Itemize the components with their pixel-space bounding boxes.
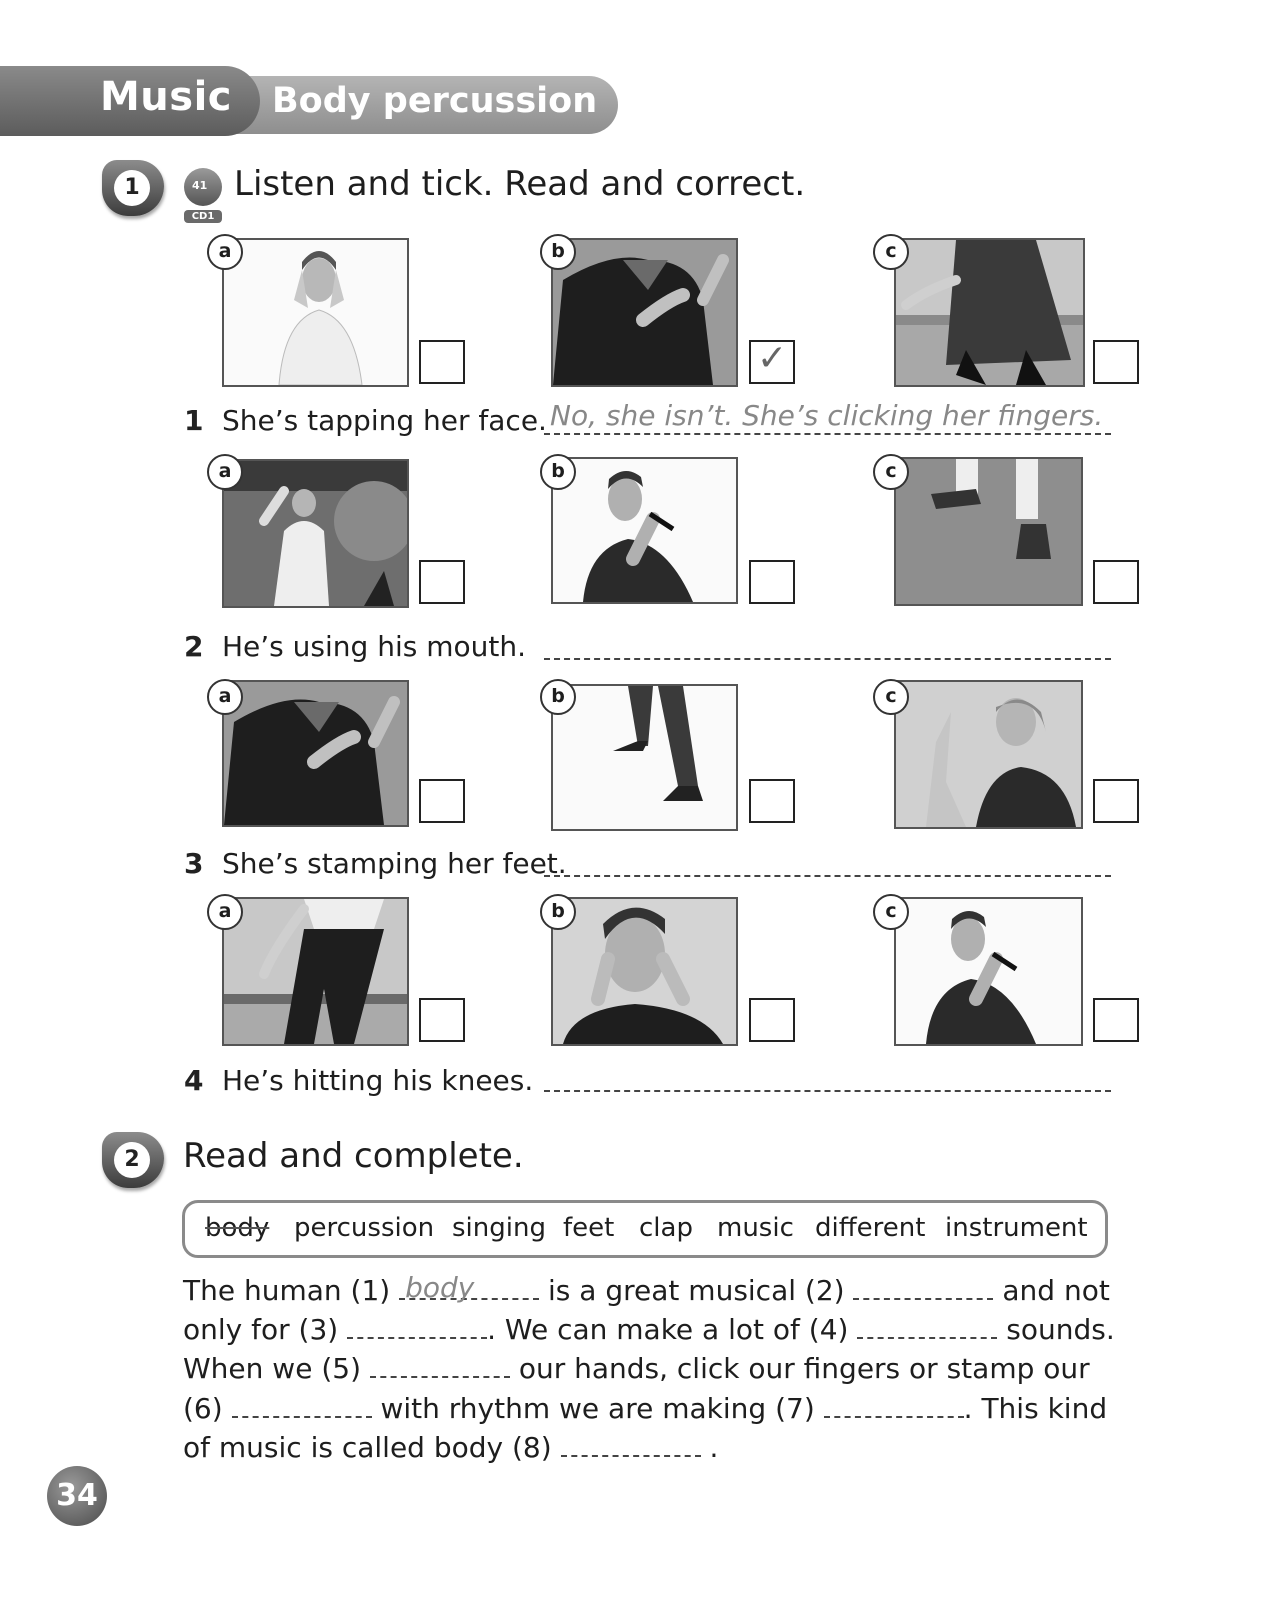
option-letter: a [207,454,243,490]
option-letter: c [873,234,909,270]
tick-box[interactable] [1093,340,1139,384]
paragraph-line [183,1352,1090,1385]
option-letter: a [207,894,243,930]
option-letter: c [873,454,909,490]
tick-box[interactable] [1093,779,1139,823]
option-letter: b [540,679,576,715]
answer-line[interactable] [544,399,1111,435]
word-bank-item: different [815,1213,926,1243]
blank-answer: body [405,1271,475,1304]
blank-6[interactable] [232,1396,372,1418]
photo-woman-clicking-fingers [551,238,738,387]
paragraph-line [183,1431,718,1464]
audio-track-icon[interactable] [184,168,224,224]
exercise-1-number: 1 [114,170,150,206]
blank-8[interactable] [561,1435,701,1457]
cd-label: CD1 [184,210,222,223]
sentence-number: 1 [184,404,204,437]
track-number: 41 [192,179,208,192]
play-icon[interactable] [184,168,222,206]
answer-line[interactable] [544,630,1111,660]
tick-mark: ✓ [757,338,788,379]
paragraph-line [183,1313,1115,1346]
tick-box[interactable] [419,560,465,604]
paragraph-text: of music is called body (8) [183,1431,552,1464]
page-number-badge [47,1466,107,1526]
answer-line[interactable] [544,1062,1111,1092]
option-letter: c [873,894,909,930]
word-bank-item: clap [639,1213,693,1243]
answer-line[interactable] [544,847,1111,877]
blank-2[interactable] [853,1278,993,1300]
option-letter: b [540,894,576,930]
sentence-text: He’s using his mouth. [222,630,526,663]
topic-title: Body percussion [272,81,598,121]
tick-box[interactable] [419,779,465,823]
photo-woman-clapping [894,680,1083,829]
paragraph-text: . This kind [963,1392,1108,1425]
paragraph-line [183,1271,1110,1307]
word-bank-item: feet [563,1213,615,1243]
tick-box[interactable] [419,340,465,384]
photo-woman-clicking-fingers [222,680,409,827]
sentence-number: 3 [184,847,204,880]
tick-box[interactable] [749,560,795,604]
paragraph-text: our hands, click our fingers or stamp our [518,1352,1090,1385]
blank-7[interactable] [824,1396,964,1418]
tick-box[interactable] [419,998,465,1042]
photo-feet-stamping [894,457,1083,606]
sentence-number: 4 [184,1064,204,1097]
photo-man-singing-microphone [894,897,1083,1046]
page-number: 34 [56,1478,98,1513]
paragraph-text: only for (3) [183,1313,339,1346]
option-letter: a [207,679,243,715]
photo-woman-hitting-knees [894,238,1085,387]
answer-text: No, she isn’t. She’s clicking her fingers. [550,399,1104,432]
sentence-text: He’s hitting his knees. [222,1064,534,1097]
option-letter: b [540,454,576,490]
tick-box[interactable] [749,779,795,823]
exercise-2-number: 2 [114,1142,150,1178]
photo-man-tapping-face [551,897,738,1046]
tick-box[interactable] [1093,560,1139,604]
photo-man-singing-microphone [551,457,738,604]
blank-3[interactable] [347,1317,487,1339]
word-bank-item: singing [452,1213,546,1243]
exercise-1-instruction: Listen and tick. Read and correct. [234,164,806,204]
paragraph-text: (6) [183,1392,223,1425]
word-bank-item: body [205,1213,270,1243]
paragraph-text: and not [1002,1274,1110,1307]
paragraph-line [183,1392,1107,1425]
paragraph-text: . [709,1431,719,1464]
sentence-text: She’s tapping her face. [222,404,547,437]
exercise-2-instruction: Read and complete. [183,1136,524,1176]
topic-tab [210,76,618,134]
paragraph-text: sounds. [1006,1313,1115,1346]
word-bank-item: instrument [945,1213,1088,1243]
sentence-text: She’s stamping her feet. [222,847,567,880]
photo-man-stamping-feet [551,684,738,831]
subject-tab [0,66,260,136]
exercise-2-badge [102,1132,164,1188]
blank-1[interactable] [399,1271,539,1304]
photo-dancers-outdoors [222,459,409,608]
photo-person-hitting-knees [222,897,409,1046]
subject-title: Music [100,74,233,120]
word-bank-item: music [717,1213,794,1243]
blank-5[interactable] [370,1356,510,1378]
tick-box[interactable] [749,998,795,1042]
tick-box[interactable] [1093,998,1139,1042]
paragraph-text: When we (5) [183,1352,361,1385]
blank-4[interactable] [857,1317,997,1339]
sentence-number: 2 [184,630,204,663]
paragraph-text: is a great musical (2) [548,1274,845,1307]
exercise-1-badge [102,160,164,216]
word-bank [182,1200,1108,1258]
paragraph-text: with rhythm we are making (7) [380,1392,815,1425]
tick-box[interactable] [749,340,795,384]
paragraph-text: The human (1) [183,1274,391,1307]
paragraph-text: . We can make a lot of (4) [487,1313,849,1346]
option-letter: b [540,234,576,270]
option-letter: c [873,679,909,715]
option-letter: a [207,234,243,270]
word-bank-item: percussion [294,1213,435,1243]
photo-woman-tapping-face [222,238,409,387]
